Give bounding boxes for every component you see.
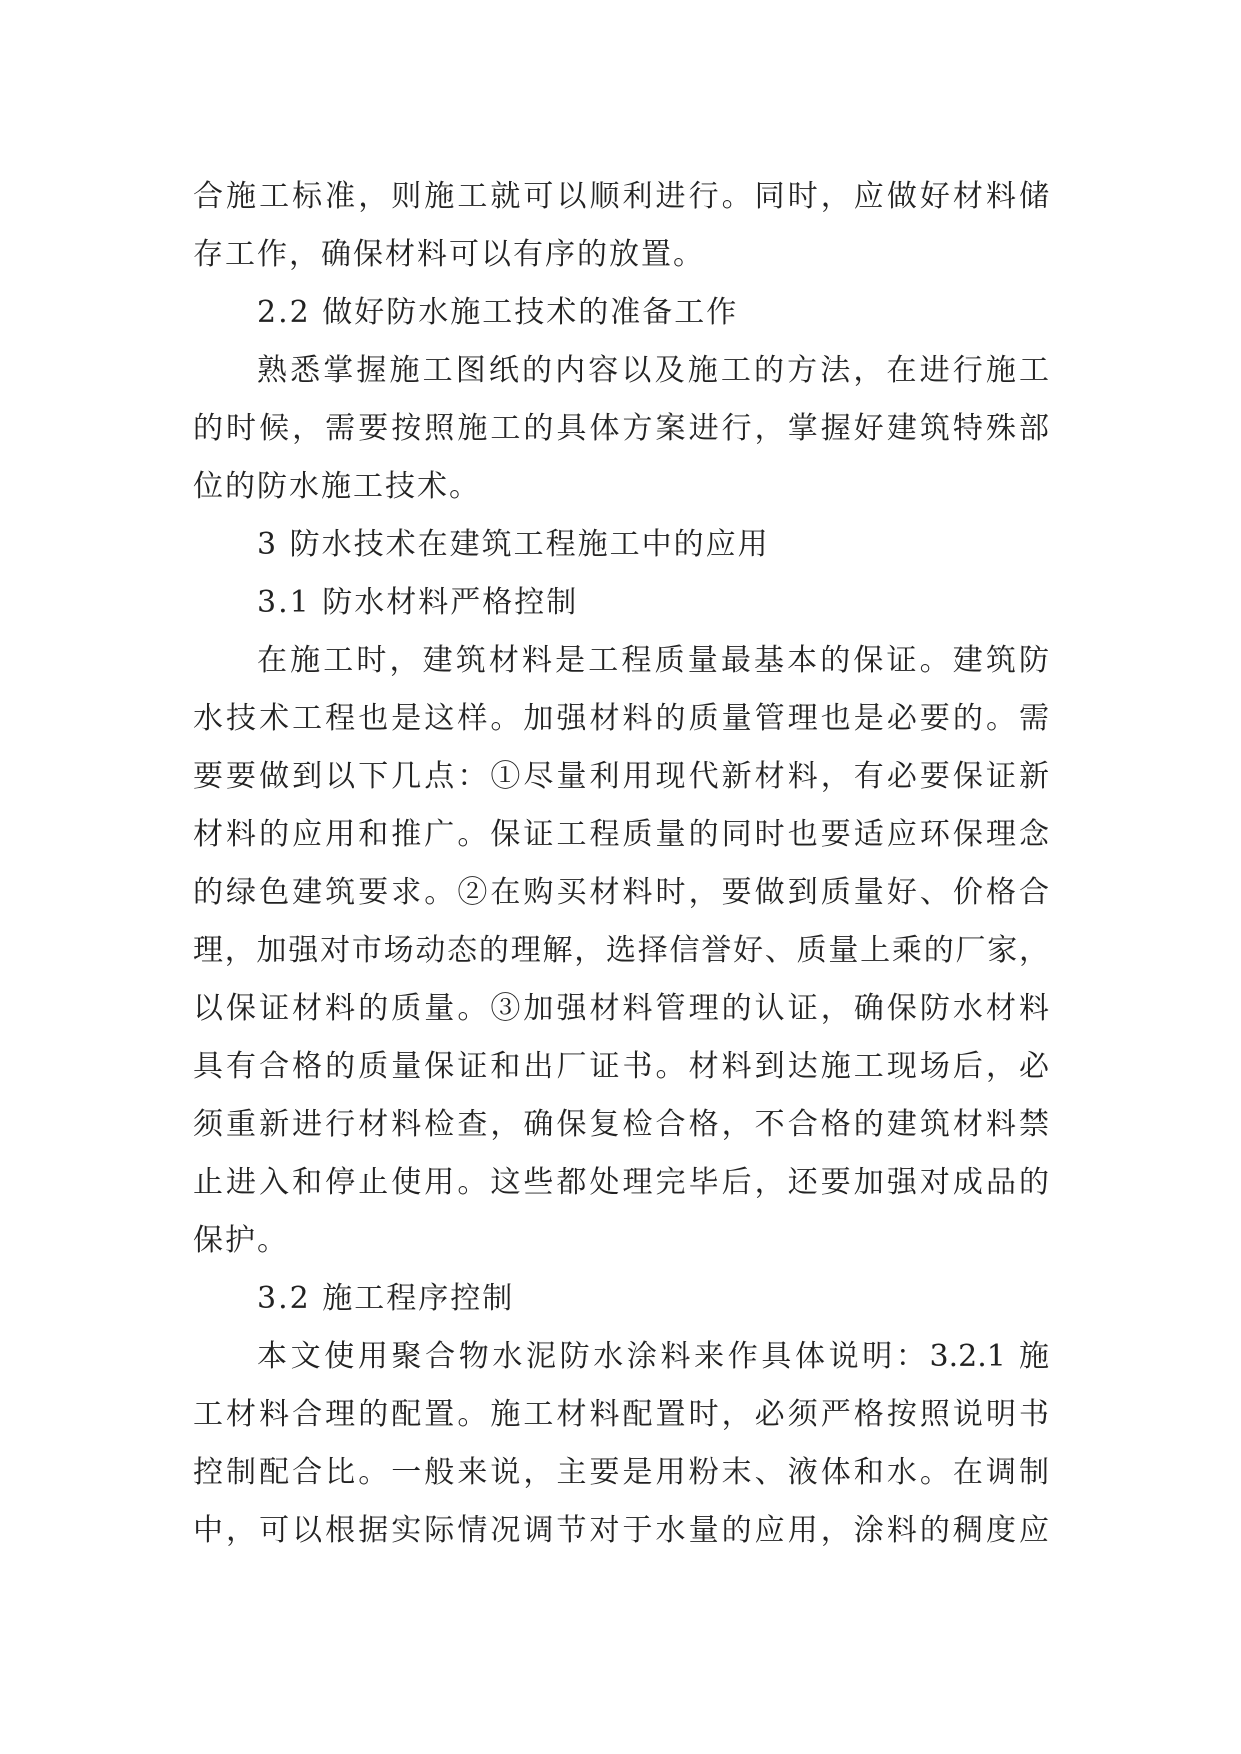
document-body: [193, 168, 1049, 1560]
text-line: 的绿色建筑要求。②在购买材料时，要做到质量好、价格合: [193, 875, 1049, 910]
text-line: 位的防水施工技术。: [193, 469, 481, 504]
text-line: 工材料合理的配置。施工材料配置时，必须严格按照说明书: [193, 1397, 1049, 1432]
text-line: 具有合格的质量保证和出厂证书。材料到达施工现场后，必: [193, 1049, 1049, 1084]
text-line: 本文使用聚合物水泥防水涂料来作具体说明：3.2.1 施: [257, 1339, 1049, 1374]
text-line: 水技术工程也是这样。加强材料的质量管理也是必要的。需: [193, 701, 1049, 736]
text-line: 保护。: [193, 1223, 289, 1258]
text-line: 在施工时，建筑材料是工程质量最基本的保证。建筑防: [257, 643, 1049, 678]
section-heading-2-2: 2.2 做好防水施工技术的准备工作: [257, 295, 739, 330]
text-line: 以保证材料的质量。③加强材料管理的认证，确保防水材料: [193, 991, 1049, 1026]
text-line: 须重新进行材料检查，确保复检合格，不合格的建筑材料禁: [193, 1107, 1049, 1142]
text-line: 合施工标准，则施工就可以顺利进行。同时，应做好材料储: [193, 179, 1049, 214]
text-line: 要要做到以下几点：①尽量利用现代新材料，有必要保证新: [193, 759, 1049, 794]
text-line: 中，可以根据实际情况调节对于水量的应用，涂料的稠度应: [193, 1513, 1049, 1548]
text-line: 控制配合比。一般来说，主要是用粉末、液体和水。在调制: [193, 1455, 1049, 1490]
section-heading-3-1: 3.1 防水材料严格控制: [257, 585, 579, 620]
section-heading-3-2: 3.2 施工程序控制: [257, 1281, 515, 1316]
text-line: 止进入和停止使用。这些都处理完毕后，还要加强对成品的: [193, 1165, 1049, 1200]
text-line: 材料的应用和推广。保证工程质量的同时也要适应环保理念: [193, 817, 1049, 852]
section-heading-3: 3 防水技术在建筑工程施工中的应用: [257, 527, 770, 562]
text-line: 理，加强对市场动态的理解，选择信誉好、质量上乘的厂家，: [193, 933, 1049, 968]
text-line: 的时候，需要按照施工的具体方案进行，掌握好建筑特殊部: [193, 411, 1049, 446]
text-line: 熟悉掌握施工图纸的内容以及施工的方法，在进行施工: [257, 353, 1049, 388]
text-line: 存工作，确保材料可以有序的放置。: [193, 237, 705, 272]
